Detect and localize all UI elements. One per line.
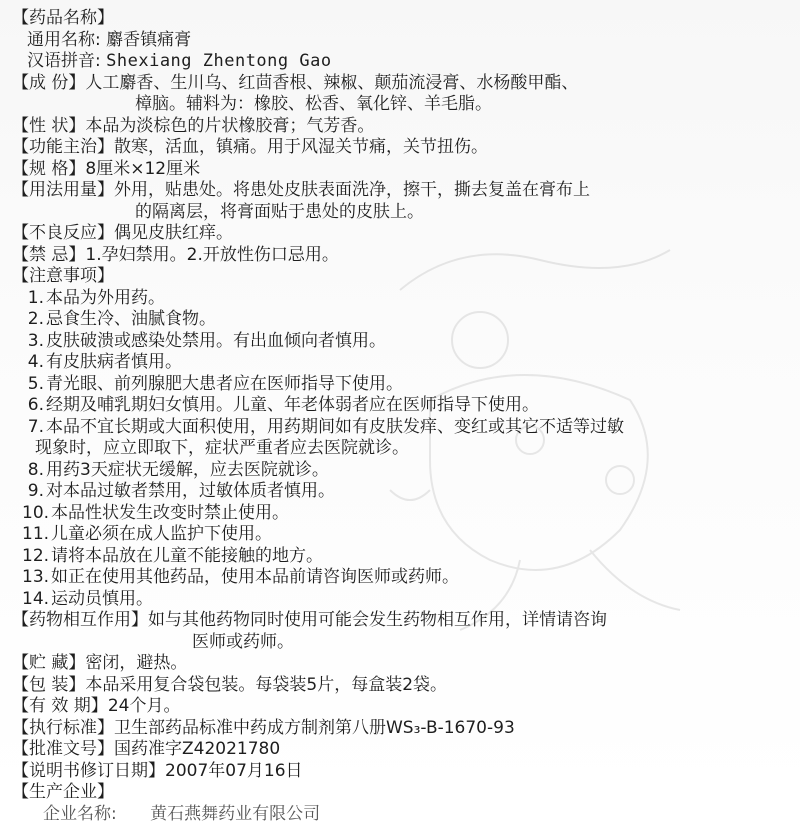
precaution-item	[12, 374, 792, 396]
usage-row	[12, 180, 792, 202]
pinyin-row	[12, 51, 792, 73]
precaution-item	[12, 481, 792, 503]
precaution-text: 本品性状发生改变时禁止使用。	[51, 503, 289, 523]
revision-value: 2007年07月16日	[165, 761, 303, 781]
drug-name-header	[12, 8, 792, 30]
approval-row	[12, 739, 792, 761]
precaution-item	[12, 460, 792, 482]
precaution-text: 请将本品放在儿童不能接触的地方。	[51, 546, 323, 566]
package-value: 本品采用复合袋包装。每袋装5片，每盒装2袋。	[85, 675, 447, 695]
precaution-item	[12, 417, 792, 439]
leaflet-content	[12, 8, 792, 825]
adverse-value: 偶见皮肤红痒。	[114, 223, 233, 243]
pinyin-label: 汉语拼音:	[27, 51, 101, 71]
precaution-text: 青光眼、前列腺肥大患者应在医师指导下使用。	[46, 374, 403, 394]
precaution-item	[12, 352, 792, 374]
indications-label: 【功能主治】	[12, 137, 114, 159]
interactions-label: 【药物相互作用】	[12, 610, 148, 632]
properties-value: 本品为淡棕色的片状橡胶膏；气芳香。	[85, 116, 374, 136]
storage-row	[12, 653, 792, 675]
composition-label: 【成 份】	[12, 73, 85, 95]
precaution-text: 皮肤破溃或感染处禁用。有出血倾向者慎用。	[46, 331, 386, 351]
precaution-text: 本品不宜长期或大面积使用，用药期间如有皮肤发痒、变红或其它不适等过敏	[46, 417, 624, 437]
interactions-line-1: 如与其他药物同时使用可能会发生药物相互作用，详情请咨询	[148, 610, 607, 630]
precaution-item	[12, 503, 792, 525]
precaution-number: 11.	[22, 524, 49, 546]
precaution-text-continued: 现象时，应立即取下，症状严重者应去医院就诊。	[12, 438, 792, 460]
standard-value: 卫生部药品标准中药成方制剂第八册WS₃-B-1670-93	[114, 718, 515, 738]
standard-label: 【执行标准】	[12, 718, 114, 740]
precaution-item	[12, 524, 792, 546]
usage-label: 【用法用量】	[12, 180, 114, 202]
precaution-item	[12, 546, 792, 568]
adverse-row	[12, 223, 792, 245]
precaution-number: 5.	[22, 374, 44, 396]
precaution-number: 3.	[22, 331, 44, 353]
precaution-text: 运动员慎用。	[51, 589, 153, 609]
approval-value: 国药准字Z42021780	[114, 739, 280, 759]
composition-row	[12, 73, 792, 95]
precaution-item	[12, 309, 792, 331]
package-row	[12, 675, 792, 697]
precaution-item	[12, 288, 792, 310]
storage-value: 密闭，避热。	[85, 653, 187, 673]
precaution-item	[12, 395, 792, 417]
precaution-text: 忌食生冷、油腻食物。	[46, 309, 216, 329]
interactions-line-2: 医师或药师。	[12, 632, 792, 654]
precaution-number: 14.	[22, 589, 49, 611]
spec-label: 【规 格】	[12, 159, 85, 181]
precaution-text: 对本品过敏者禁用，过敏体质者慎用。	[46, 481, 335, 501]
precaution-number: 13.	[22, 567, 49, 589]
precaution-number: 4.	[22, 352, 44, 374]
precautions-list	[12, 288, 792, 611]
contraindication-row	[12, 245, 792, 267]
storage-label: 【贮 藏】	[12, 653, 85, 675]
validity-label: 【有 效 期】	[12, 696, 108, 718]
manufacturer-name-row	[12, 804, 792, 825]
precaution-number: 6.	[22, 395, 44, 417]
manufacturer-name-label: 企业名称:	[43, 804, 117, 824]
precaution-text: 儿童必须在成人监护下使用。	[51, 524, 272, 544]
contraindication-value: 1.孕妇禁用。2.开放性伤口忌用。	[85, 245, 338, 265]
precaution-number: 10.	[22, 503, 49, 525]
precaution-number: 9.	[22, 481, 44, 503]
usage-line-2: 的隔离层，将膏面贴于患处的皮肤上。	[12, 202, 792, 224]
validity-row	[12, 696, 792, 718]
section-label: 【药品名称】	[12, 8, 114, 28]
properties-row	[12, 116, 792, 138]
generic-name-row	[12, 30, 792, 52]
cropped-top-text	[0, 0, 800, 8]
manufacturer-name-value: 黄石燕舞药业有限公司	[150, 804, 320, 824]
precaution-number: 12.	[22, 546, 49, 568]
precautions-label: 【注意事项】	[12, 266, 114, 286]
precaution-text: 用药3天症状无缓解，应去医院就诊。	[46, 460, 329, 480]
adverse-label: 【不良反应】	[12, 223, 114, 245]
precaution-number: 1.	[22, 288, 44, 310]
spec-value: 8厘米×12厘米	[85, 159, 200, 179]
precaution-number: 8.	[22, 460, 44, 482]
precaution-item	[12, 589, 792, 611]
precaution-text: 本品为外用药。	[46, 288, 165, 308]
composition-line-1: 人工麝香、生川乌、红茴香根、辣椒、颠茄流浸膏、水杨酸甲酯、	[85, 73, 578, 93]
contraindication-label: 【禁 忌】	[12, 245, 85, 267]
precaution-item	[12, 567, 792, 589]
generic-name-label: 通用名称:	[27, 30, 101, 50]
precaution-text: 如正在使用其他药品，使用本品前请咨询医师或药师。	[51, 567, 459, 587]
revision-label: 【说明书修订日期】	[12, 761, 165, 783]
precaution-item	[12, 331, 792, 353]
pinyin-value: Shexiang Zhentong Gao	[106, 51, 331, 71]
precaution-number: 2.	[22, 309, 44, 331]
precaution-text: 有皮肤病者慎用。	[46, 352, 182, 372]
approval-label: 【批准文号】	[12, 739, 114, 761]
precaution-text: 经期及哺乳期妇女慎用。儿童、年老体弱者应在医师指导下使用。	[46, 395, 539, 415]
indications-row	[12, 137, 792, 159]
generic-name-value: 麝香镇痛膏	[106, 30, 191, 50]
composition-line-2: 樟脑。辅料为：橡胶、松香、氧化锌、羊毛脂。	[12, 94, 792, 116]
properties-label: 【性 状】	[12, 116, 85, 138]
standard-row	[12, 718, 792, 740]
indications-value: 散寒，活血，镇痛。用于风湿关节痛，关节扭伤。	[114, 137, 488, 157]
precautions-header	[12, 266, 792, 288]
revision-row	[12, 761, 792, 783]
precaution-number: 7.	[22, 417, 44, 439]
interactions-row	[12, 610, 792, 632]
usage-line-1: 外用，贴患处。将患处皮肤表面洗净，擦干，撕去复盖在膏布上	[114, 180, 590, 200]
spec-row	[12, 159, 792, 181]
package-label: 【包 装】	[12, 675, 85, 697]
validity-value: 24个月。	[108, 696, 181, 716]
manufacturer-header	[12, 782, 792, 804]
manufacturer-label: 【生产企业】	[12, 782, 114, 802]
